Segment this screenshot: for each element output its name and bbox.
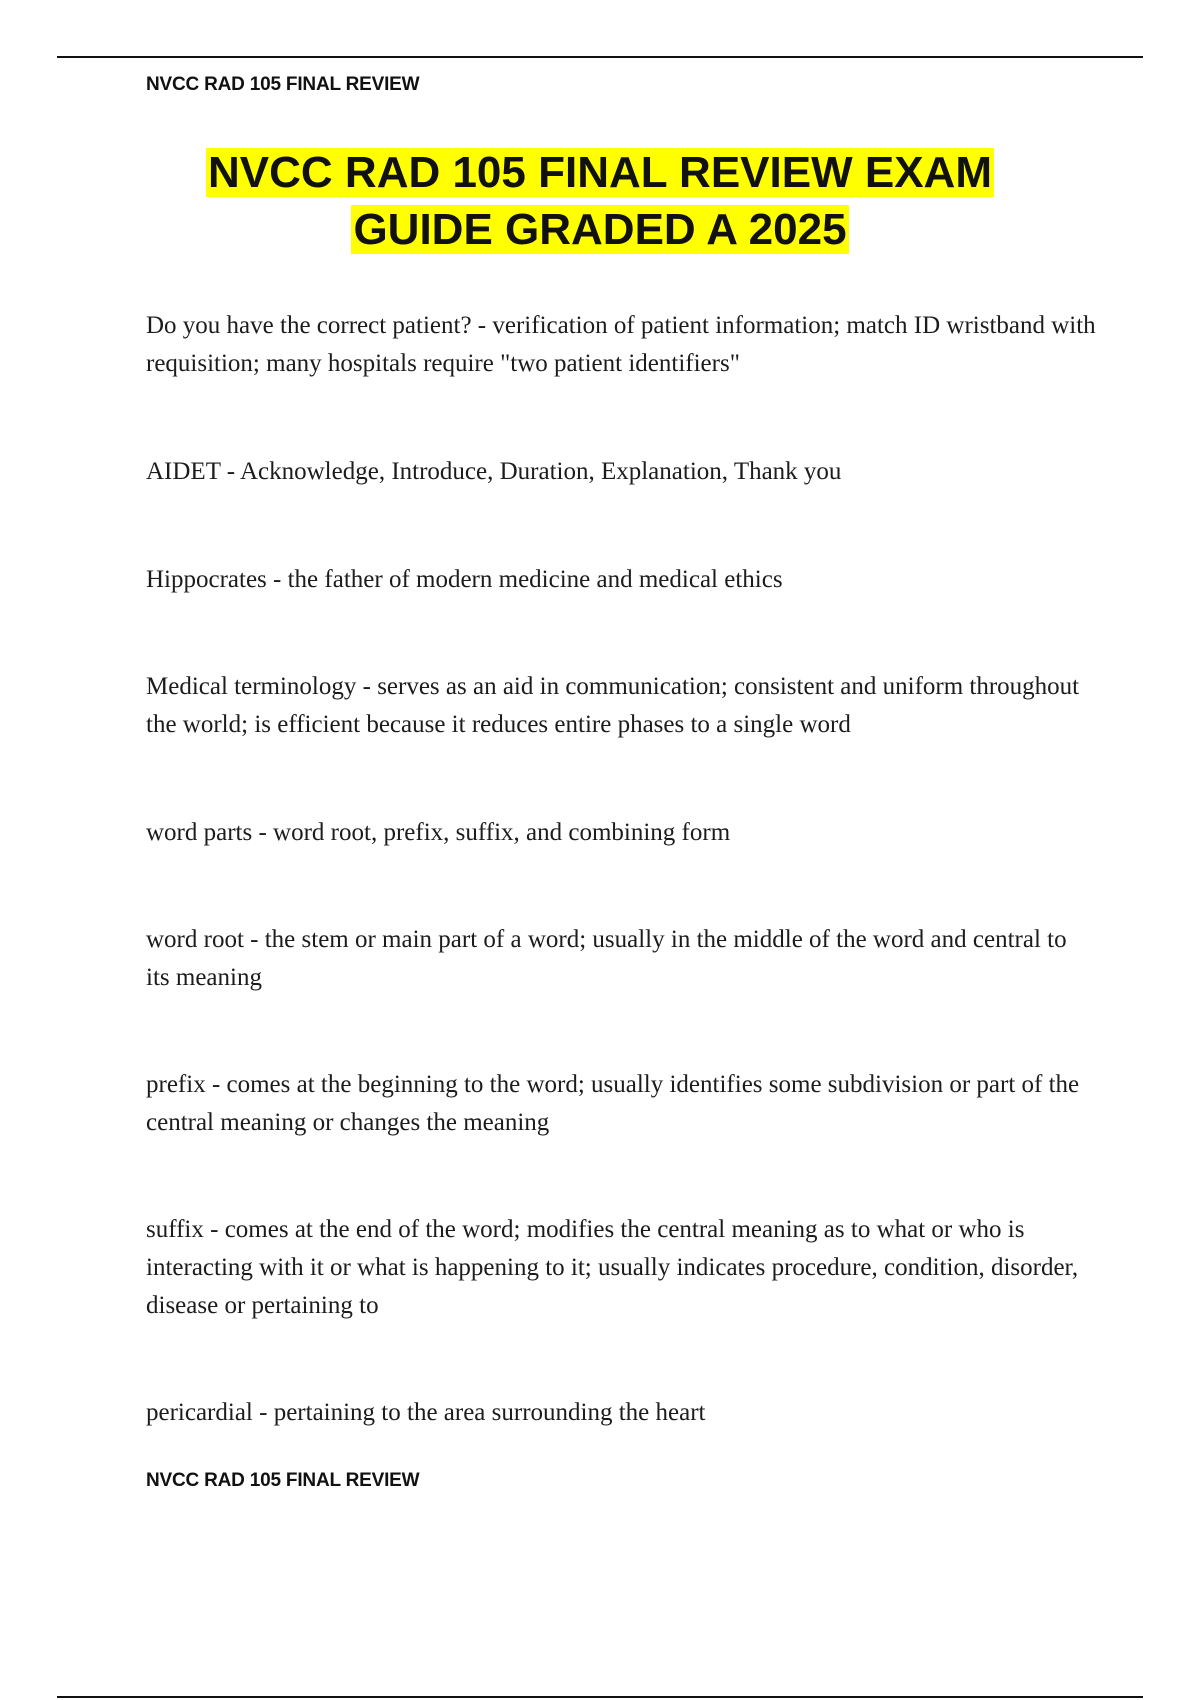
qa-entry-word-parts: word parts - word root, prefix, suffix, and combining form <box>146 819 731 846</box>
title-line-1: NVCC RAD 105 FINAL REVIEW EXAM <box>208 148 992 197</box>
qa-entry-correct-patient: Do you have the correct patient? - verification of patient information; match ID wristband with requisition; many hospitals require "two patient identifiers" <box>146 312 1096 377</box>
qa-entry-word-root: word root - the stem or main part of a word; usually in the middle of the word and central to its meaning <box>146 926 1067 991</box>
qa-entry-suffix: suffix - comes at the end of the word; modifies the central meaning as to what or who is interacting with it or what is happening to it; usually indicates procedure, condition, disorder, disease or pertaining to <box>146 1216 1079 1319</box>
qa-entry-pericardial: pericardial - pertaining to the area surrounding the heart <box>146 1399 706 1426</box>
qa-entry-aidet: AIDET - Acknowledge, Introduce, Duration, Explanation, Thank you <box>146 458 842 485</box>
running-footer: NVCC RAD 105 FINAL REVIEW <box>146 1470 420 1491</box>
qa-entry-hippocrates: Hippocrates - the father of modern medicine and medical ethics <box>146 566 783 593</box>
document-title <box>100 144 1100 258</box>
qa-entry-medical-terminology: Medical terminology - serves as an aid in communication; consistent and uniform throughout the world; is efficient because it reduces entire phases to a single word <box>146 673 1080 738</box>
footer-rule <box>57 1696 1143 1698</box>
title-line-2: GUIDE GRADED A 2025 <box>353 205 847 254</box>
running-header: NVCC RAD 105 FINAL REVIEW <box>146 74 420 95</box>
header-rule <box>57 56 1143 58</box>
qa-entry-prefix: prefix - comes at the beginning to the word; usually identifies some subdivision or part of the central meaning or changes the meaning <box>146 1071 1080 1136</box>
